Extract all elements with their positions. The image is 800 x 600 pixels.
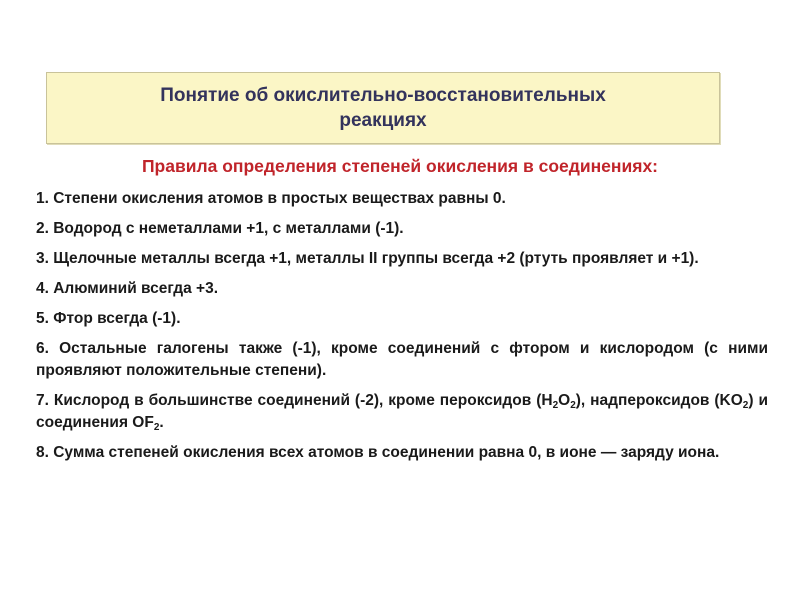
title-line-1: Понятие об окислительно-восстановительных (160, 85, 606, 106)
rule-7-subscript-3: 2 (742, 400, 749, 411)
rule-7-part-1: 7. Кислород в большинстве соединений (-2), кроме пероксидов (H (36, 392, 553, 409)
rule-7-part-4: ) и соединения OF (36, 392, 768, 431)
title-line-2: реакциях (339, 110, 427, 131)
rule-8: 8. Сумма степеней окисления всех атомов в соединении равна 0, в ионе — заряду иона. (36, 444, 720, 461)
rule-1: 1. Степени окисления атомов в простых веществах равны 0. (36, 190, 506, 207)
rule-2: 2. Водород с неметаллами +1, с металлами (-1). (36, 220, 404, 237)
rule-7-part-3: ), надпероксидов (KO (575, 392, 743, 409)
title-box (46, 72, 720, 144)
rule-7-subscript-1: 2 (552, 400, 559, 411)
rule-4: 4. Алюминий всегда +3. (36, 280, 219, 297)
rules-list (36, 188, 768, 472)
rule-5: 5. Фтор всегда (-1). (36, 310, 181, 327)
rule-3: 3. Щелочные металлы всегда +1, металлы II группы всегда +2 (ртуть проявляет и +1). (36, 250, 699, 267)
section-subtitle: Правила определения степеней окисления в соединениях: (141, 156, 659, 176)
rule-6: 6. Остальные галогены также (-1), кроме соединений с фтором и кислородом (с ними проявляют положительные степени). (36, 340, 768, 379)
rule-7-part-5: . (159, 414, 164, 431)
rule-7-subscript-4: 2 (153, 422, 160, 433)
rule-7-part-2: O (558, 392, 571, 409)
rule-7 (36, 390, 768, 434)
rule-7-subscript-2: 2 (570, 400, 576, 411)
